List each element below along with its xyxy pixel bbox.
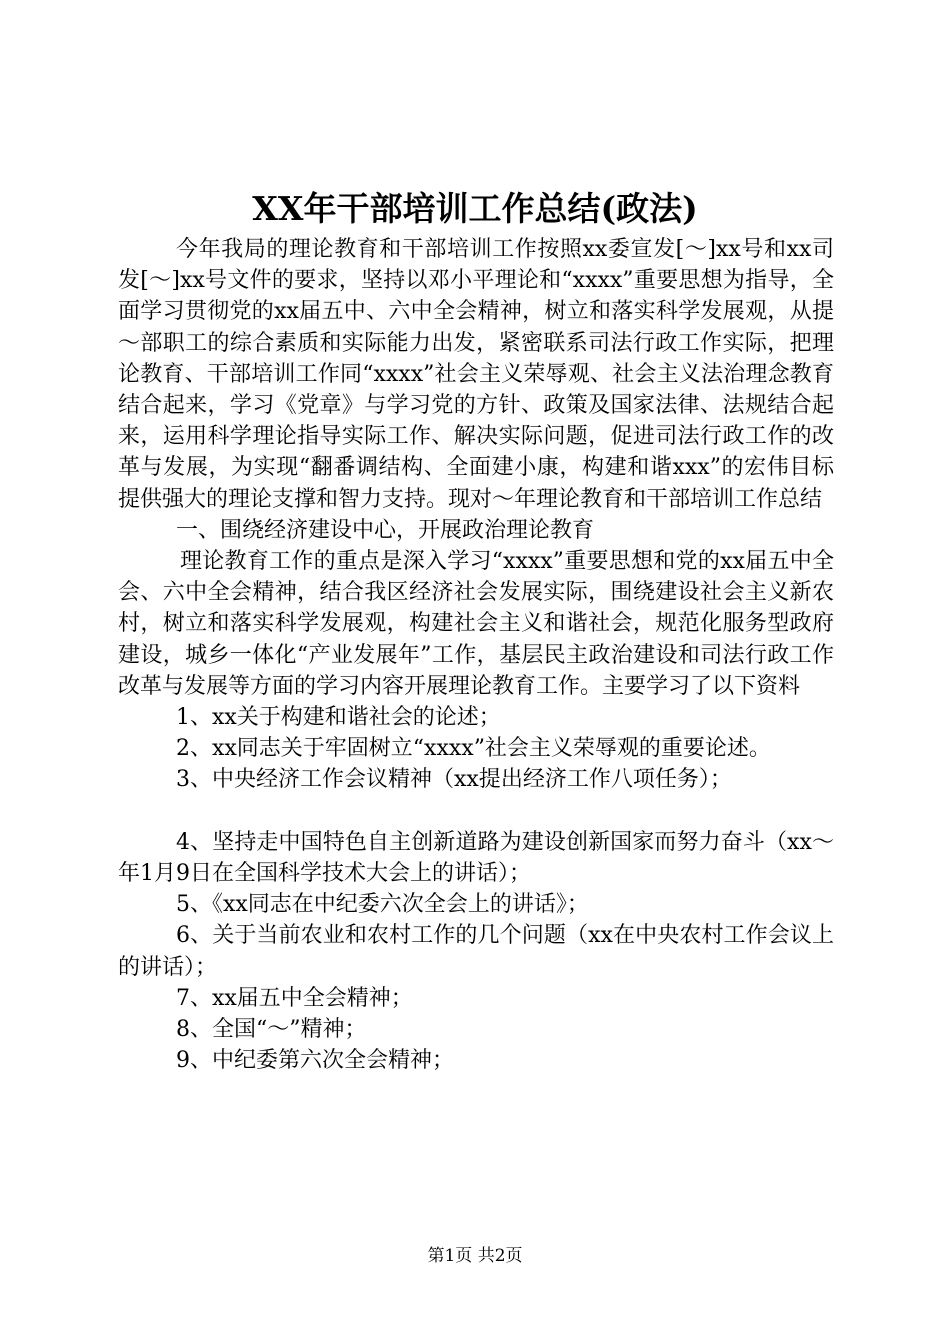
- list-item: 7、xx届五中全会精神；: [176, 985, 413, 1011]
- list-item: 6、关于当前农业和农村工作的几个问题（xx在中央农村工作会议上的讲话）；: [118, 923, 834, 980]
- intro-paragraph: 今年我局的理论教育和干部培训工作按照xx委宣发[～]xx号和xx司发[～]xx号文件的要求，坚持以邓小平理论和“xxxx”重要思想为指导，全面学习贯彻党的xx届五中、六中全会精神，树立和落实科学发展观，从提～部职工的综合素质和实际能力出发，紧密联系司法行政工作实际，把理论教育、干部培训工作同“xxxx”社会主义荣辱观、社会主义法治理念教育结合起来，学习《党章》与学习党的方针、政策及国家法律、法规结合起来，运用科学理论指导实际工作、解决实际问题，促进司法行政工作的改革与发展，为实现“翻番调结构、全面建小康，构建和谐xxx”的宏伟目标提供强大的理论支撑和智力支持。现对～年理论教育和干部培训工作总结: [118, 237, 834, 512]
- list-item: 1、xx关于构建和谐社会的论述；: [176, 705, 501, 731]
- section-heading: 一、围绕经济建设中心，开展政治理论教育: [176, 517, 595, 543]
- document-body: [118, 234, 834, 1076]
- page-footer: 第1页 共2页: [427, 1246, 523, 1266]
- list-item: 9、中纪委第六次全会精神；: [176, 1048, 454, 1074]
- list-item: 3、中央经济工作会议精神（xx提出经济工作八项任务）；: [176, 767, 732, 793]
- blank-line: [118, 796, 834, 827]
- list-item: 4、坚持走中国特色自主创新道路为建设创新国家而努力奋斗（xx～年1月9日在全国科学技术大会上的讲话）；: [118, 829, 834, 887]
- section-paragraph: 理论教育工作的重点是深入学习“xxxx”重要思想和党的xx届五中全会、六中全会精神，结合我区经济社会发展实际，围绕建设社会主义新农村，树立和落实科学发展观，构建社会主义和谐社会，规范化服务型政府建设，城乡一体化“产业发展年”工作，基层民主政治建设和司法行政工作改革与发展等方面的学习内容开展理论教育工作。主要学习了以下资料: [118, 549, 834, 699]
- list-item: 2、xx同志关于牢固树立“xxxx”社会主义荣辱观的重要论述。: [176, 736, 771, 762]
- document-title: XX年干部培训工作总结(政法): [252, 189, 698, 228]
- list-item: 5、《xx同志在中纪委六次全会上的讲话》；: [176, 892, 589, 918]
- list-item: 8、全国“～”精神；: [176, 1017, 367, 1043]
